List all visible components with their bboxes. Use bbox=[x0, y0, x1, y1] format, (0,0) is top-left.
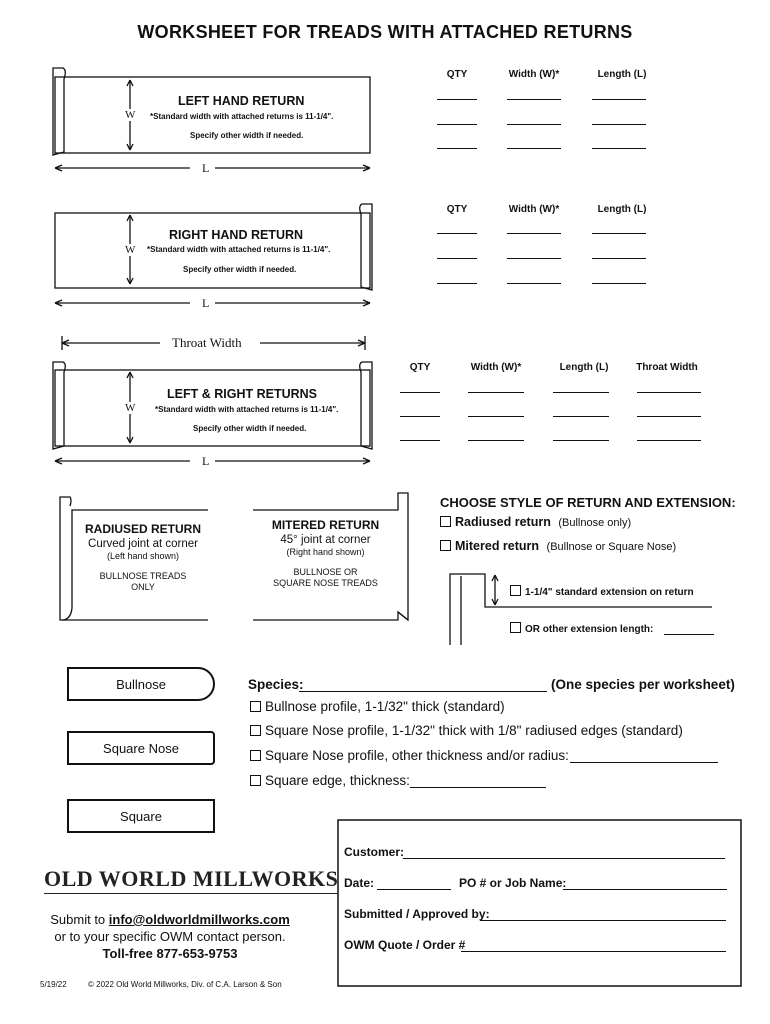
other-extension-label: OR other extension length: bbox=[525, 624, 654, 635]
bullnose-profile: Bullnose bbox=[67, 667, 215, 701]
species-option-2[interactable] bbox=[250, 723, 683, 738]
mitered-option[interactable] bbox=[440, 539, 676, 553]
qty-field[interactable] bbox=[437, 258, 477, 259]
qty-header: QTY bbox=[446, 69, 468, 80]
mitered-line1: 45° joint at corner bbox=[280, 534, 371, 546]
species-option-4-checkbox[interactable] bbox=[250, 775, 261, 786]
width-field[interactable] bbox=[468, 440, 524, 441]
both-returns-note2: Specify other width if needed. bbox=[193, 424, 307, 433]
left-return-note2: Specify other width if needed. bbox=[190, 131, 304, 140]
length-header: Length (L) bbox=[559, 362, 609, 373]
width-letter: W bbox=[125, 402, 136, 414]
quote-field[interactable] bbox=[461, 951, 726, 952]
quote-label: OWM Quote / Order # bbox=[344, 938, 466, 952]
qty-field[interactable] bbox=[437, 148, 477, 149]
throat-field[interactable] bbox=[637, 416, 701, 417]
both-returns-note1: *Standard width with attached returns is 11-1/4". bbox=[155, 405, 339, 414]
qty-header: QTY bbox=[446, 204, 468, 215]
species-option-1-label: Bullnose profile, 1-1/32" thick (standard) bbox=[265, 699, 505, 714]
qty-field[interactable] bbox=[437, 233, 477, 234]
standard-extension-option[interactable] bbox=[510, 585, 694, 598]
approved-field[interactable] bbox=[480, 920, 726, 921]
phone-number: Toll-free 877-653-9753 bbox=[102, 946, 238, 961]
footer-copyright: © 2022 Old World Millworks, Div. of C.A. Larson & Son bbox=[88, 980, 282, 989]
radiused-option-label: Radiused return bbox=[455, 515, 551, 529]
qty-header: QTY bbox=[409, 362, 431, 373]
species-option-4-field[interactable] bbox=[410, 787, 546, 788]
right-return-note2: Specify other width if needed. bbox=[183, 265, 297, 274]
left-return-note1: *Standard width with attached returns is 11-1/4". bbox=[150, 112, 334, 121]
species-option-3-field[interactable] bbox=[570, 762, 718, 763]
mitered-line2: (Right hand shown) bbox=[286, 547, 365, 557]
left-return-label: LEFT HAND RETURN bbox=[178, 94, 305, 108]
footer-date: 5/19/22 bbox=[40, 980, 67, 989]
approved-label: Submitted / Approved by: bbox=[344, 907, 490, 921]
species-option-4-label: Square edge, thickness: bbox=[265, 773, 410, 788]
mitered-option-label: Mitered return bbox=[455, 539, 540, 553]
company-logo: OLD WORLD MILLWORKS bbox=[44, 866, 338, 894]
width-header: Width (W)* bbox=[508, 204, 560, 215]
mitered-option-note: (Bullnose or Square Nose) bbox=[546, 541, 677, 553]
mitered-title: MITERED RETURN bbox=[271, 518, 380, 532]
right-return-label: RIGHT HAND RETURN bbox=[169, 228, 304, 242]
species-option-1-checkbox[interactable] bbox=[250, 701, 261, 712]
width-field[interactable] bbox=[468, 416, 524, 417]
species-option-2-checkbox[interactable] bbox=[250, 725, 261, 736]
other-extension-checkbox[interactable] bbox=[510, 622, 521, 633]
species-option-3-checkbox[interactable] bbox=[250, 750, 261, 761]
width-field[interactable] bbox=[507, 233, 561, 234]
email-link[interactable]: info@oldworldmillworks.com bbox=[108, 912, 290, 927]
species-option-1[interactable] bbox=[250, 699, 505, 714]
width-field[interactable] bbox=[507, 124, 561, 125]
mitered-checkbox[interactable] bbox=[440, 540, 451, 551]
po-field[interactable] bbox=[563, 889, 727, 890]
submit-prefix: Submit to bbox=[50, 912, 109, 927]
mitered-line4: SQUARE NOSE TREADS bbox=[273, 578, 378, 588]
mitered-line3: BULLNOSE OR bbox=[293, 567, 358, 577]
width-letter: W bbox=[125, 244, 136, 256]
width-letter: W bbox=[125, 109, 136, 121]
radiused-line3: BULLNOSE TREADS bbox=[99, 571, 187, 581]
other-extension-option[interactable] bbox=[510, 622, 653, 635]
mitered-return-text bbox=[253, 518, 398, 588]
date-field[interactable] bbox=[377, 889, 451, 890]
length-field[interactable] bbox=[553, 440, 609, 441]
qty-field[interactable] bbox=[437, 283, 477, 284]
throat-header: Throat Width bbox=[636, 362, 698, 373]
qty-field[interactable] bbox=[400, 416, 440, 417]
length-letter: L bbox=[202, 161, 210, 175]
radiused-line2: (Left hand shown) bbox=[106, 551, 180, 561]
length-field[interactable] bbox=[592, 124, 646, 125]
right-return-note1: *Standard width with attached returns is 11-1/4". bbox=[147, 245, 331, 254]
length-field[interactable] bbox=[553, 416, 609, 417]
width-field[interactable] bbox=[507, 99, 561, 100]
length-letter: L bbox=[202, 296, 210, 310]
square-profile: Square bbox=[67, 799, 215, 833]
width-field[interactable] bbox=[468, 392, 524, 393]
species-label: Species: bbox=[248, 677, 304, 692]
customer-field[interactable] bbox=[403, 858, 725, 859]
length-field[interactable] bbox=[592, 283, 646, 284]
radiused-line1: Curved joint at corner bbox=[88, 538, 198, 550]
length-letter: L bbox=[202, 454, 210, 468]
date-label: Date: bbox=[344, 876, 375, 890]
radiused-checkbox[interactable] bbox=[440, 516, 451, 527]
throat-width-label: Throat Width bbox=[172, 335, 242, 350]
species-option-2-label: Square Nose profile, 1-1/32" thick with 1/8" radiused edges (standard) bbox=[265, 723, 683, 738]
radiused-option[interactable] bbox=[440, 515, 631, 529]
length-header: Length (L) bbox=[597, 69, 647, 80]
qty-field[interactable] bbox=[437, 99, 477, 100]
contact-line2: or to your specific OWM contact person. bbox=[54, 929, 286, 944]
standard-extension-label: 1-1/4" standard extension on return bbox=[525, 587, 694, 598]
width-header: Width (W)* bbox=[508, 69, 560, 80]
contact-info bbox=[20, 911, 320, 962]
both-returns-label: LEFT & RIGHT RETURNS bbox=[167, 387, 317, 401]
species-option-3[interactable] bbox=[250, 748, 569, 763]
square-nose-profile: Square Nose bbox=[67, 731, 215, 765]
length-field[interactable] bbox=[592, 99, 646, 100]
length-header: Length (L) bbox=[597, 204, 647, 215]
species-option-4[interactable] bbox=[250, 773, 410, 788]
throat-field[interactable] bbox=[637, 392, 701, 393]
width-field[interactable] bbox=[507, 148, 561, 149]
other-extension-field[interactable] bbox=[664, 634, 714, 635]
standard-extension-checkbox[interactable] bbox=[510, 585, 521, 596]
po-label: PO # or Job Name: bbox=[459, 876, 567, 890]
qty-field[interactable] bbox=[400, 392, 440, 393]
species-field[interactable] bbox=[299, 691, 547, 692]
length-field[interactable] bbox=[592, 258, 646, 259]
radiused-option-note: (Bullnose only) bbox=[558, 517, 632, 529]
length-field[interactable] bbox=[592, 148, 646, 149]
length-field[interactable] bbox=[592, 233, 646, 234]
radiused-return-text bbox=[72, 522, 214, 592]
throat-field[interactable] bbox=[637, 440, 701, 441]
length-field[interactable] bbox=[553, 392, 609, 393]
width-header: Width (W)* bbox=[470, 362, 522, 373]
style-heading: CHOOSE STYLE OF RETURN AND EXTENSION: bbox=[440, 495, 736, 510]
qty-field[interactable] bbox=[437, 124, 477, 125]
species-option-3-label: Square Nose profile, other thickness and/or radius: bbox=[265, 748, 569, 763]
customer-label: Customer: bbox=[344, 845, 405, 859]
qty-field[interactable] bbox=[400, 440, 440, 441]
page-title: WORKSHEET FOR TREADS WITH ATTACHED RETURNS bbox=[137, 22, 633, 42]
width-field[interactable] bbox=[507, 258, 561, 259]
radiused-title: RADIUSED RETURN bbox=[84, 522, 201, 536]
radiused-line4: ONLY bbox=[131, 582, 155, 592]
species-note: (One species per worksheet) bbox=[551, 677, 735, 692]
width-field[interactable] bbox=[507, 283, 561, 284]
